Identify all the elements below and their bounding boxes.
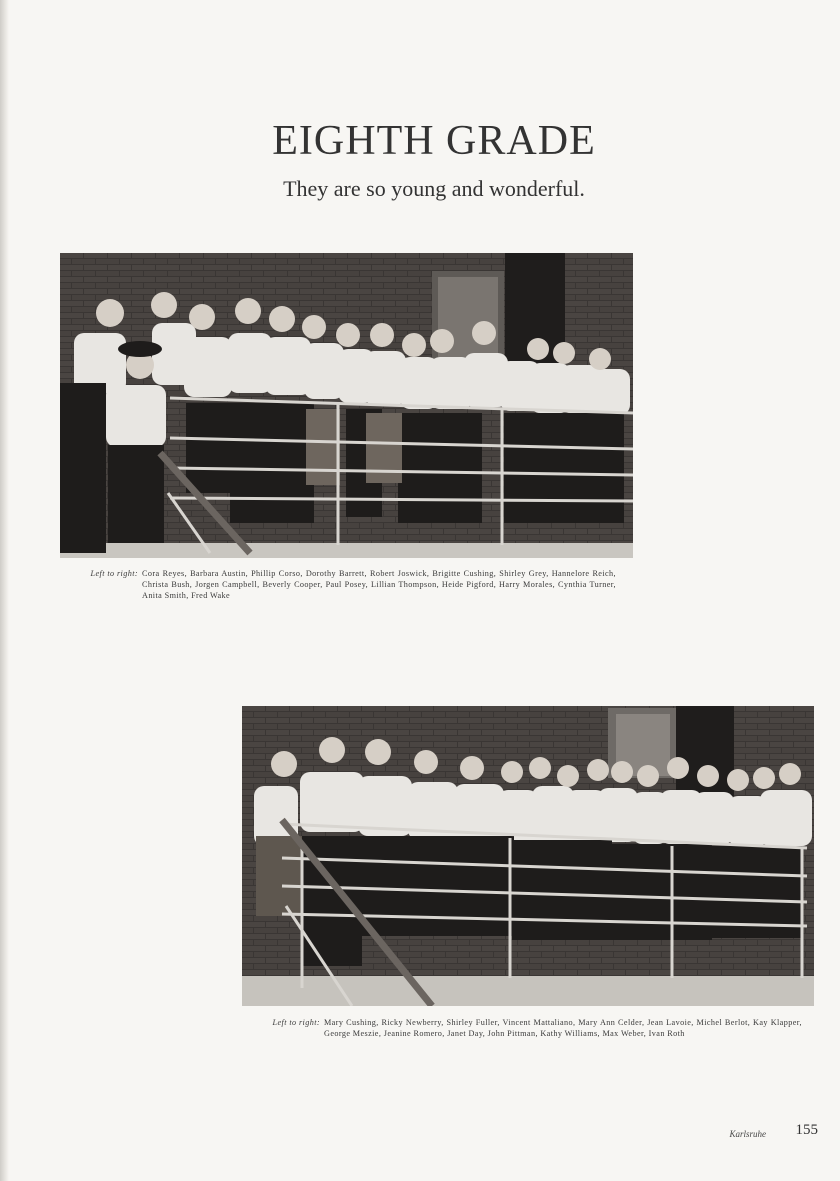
- caption-lead: Left to right:: [90, 569, 138, 578]
- class-group-photo-1: [60, 253, 633, 558]
- caption-lead: Left to right:: [272, 1018, 320, 1027]
- caption-names: Mary Cushing, Ricky Newberry, Shirley Fuller, Vincent Mattaliano, Mary Ann Celder, Jean Lavoie, Michel Berlot, Kay Klapper, George Meszie, Jeanine Romero, Janet Day, John Pittman, Kathy Williams, Max Weber, Ivan Roth: [324, 1018, 802, 1038]
- photo-1-caption: [60, 568, 620, 608]
- page-title: EIGHTH GRADE: [272, 118, 596, 164]
- photo-2-caption: [242, 1017, 804, 1057]
- group-photo-1-image: [60, 253, 633, 558]
- caption-names: Cora Reyes, Barbara Austin, Phillip Corso, Dorothy Barrett, Robert Joswick, Brigitte Cushing, Shirley Grey, Hannelore Reich, Christa Bush, Jorgen Campbell, Beverly Cooper, Paul Posey, Lillian Thompson, Heide Pigford, Harry Morales, Cynthia Turner, Anita Smith, Fred Wake: [142, 569, 616, 600]
- page-number: 155: [795, 1122, 818, 1138]
- class-group-photo-2: [242, 706, 814, 1006]
- group-photo-2-image: [242, 706, 814, 1006]
- page-subtitle: They are so young and wonderful.: [283, 176, 585, 201]
- footer-school-name: Karlsruhe: [729, 1129, 766, 1139]
